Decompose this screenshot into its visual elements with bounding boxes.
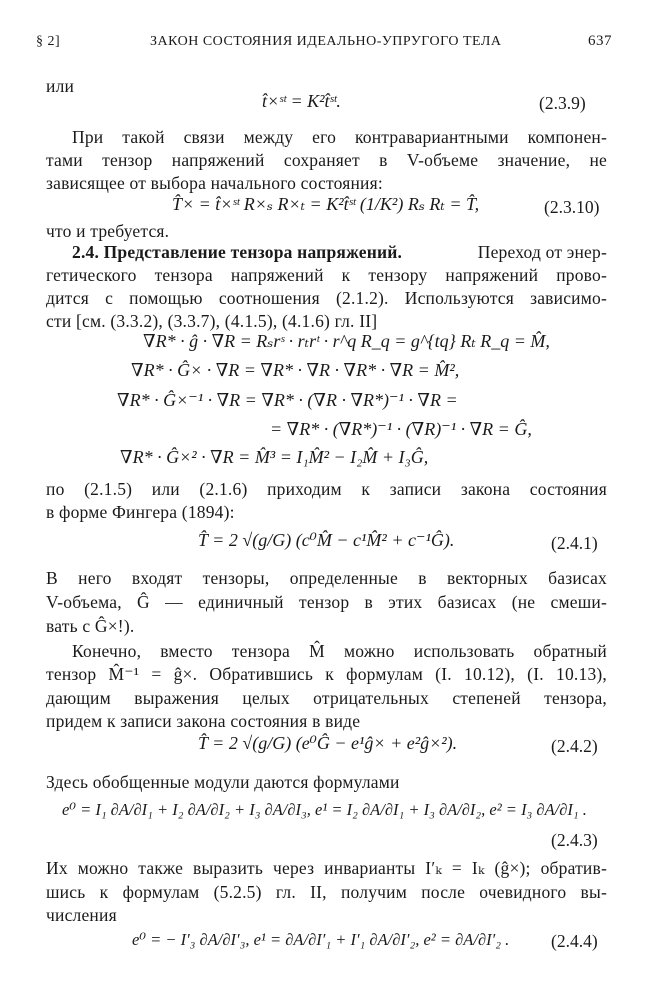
page-number: 637 [588, 33, 612, 49]
text-fragment: Переход от энер- [477, 242, 607, 262]
text-line: При такой связи между его контравариантными компонен- [72, 127, 607, 147]
text-line: сти [см. (3.3.2), (3.3.7), (4.1.5), (4.1.6) гл. II] [46, 311, 378, 331]
text-line: придем к записи закона состояния в виде [46, 711, 361, 731]
equation-number: (2.4.1) [551, 533, 598, 553]
equation-2-4-2 [198, 733, 457, 754]
text-line: В него входят тензоры, определенные в векторных базисах [46, 568, 607, 588]
text-line: гетического тензора напряжений к тензору напряжений прово- [46, 265, 607, 285]
equation-2-4-1 [198, 530, 454, 551]
equation-line: ∇R* · Ĝ×⁻¹ · ∇R = ∇R* · (∇R · ∇R*)⁻¹ · ∇R = [117, 390, 458, 410]
formula: T̂ = 2 √(g/G) (e⁰Ĝ − e¹ĝ× + e²ĝ×²). [198, 733, 458, 753]
formula: T̂× = t̂×ˢᵗ R×ₛ R×ₜ = K²t̂ˢᵗ (1/K²) Rₛ Rₜ = T̂, [172, 194, 480, 214]
formula: e⁰ = I₁ ∂A/∂I₁ + I₂ ∂A/∂I₂ + I₃ ∂A/∂I₃, e¹ = I₂ ∂A/∂I₁ + I₃ ∂A/∂I₂, e² = I₃ ∂A/∂I₁ . [62, 800, 587, 819]
text-line: в форме Фингера (1894): [46, 502, 235, 522]
equation-number: (2.3.10) [544, 197, 600, 217]
formula: t̂×ˢᵗ = K²t̂ˢᵗ. [262, 91, 341, 111]
equation-line: ∇R* · Ĝ×² · ∇R = M̂³ = I₁M̂² − I₂M̂ + I₃Ĝ, [120, 447, 429, 467]
equation-line: ∇R* · Ĝ× · ∇R = ∇R* · ∇R · ∇R* · ∇R = M̂², [131, 360, 460, 380]
equation-number: (2.3.9) [539, 93, 586, 113]
formula: e⁰ = − I′₃ ∂A/∂I′₃, e¹ = ∂A/∂I′₁ + I′₁ ∂A/∂I′₂, e² = ∂A/∂I′₂ . [132, 930, 510, 949]
text-line: шись к формулам (5.2.5) гл. II, получим после очевидного вы- [46, 882, 607, 902]
text-line: дится с помощью соотношения (2.1.2). Используются зависимо- [46, 288, 607, 308]
text-line: тами тензор напряжений сохраняет в V-объеме значение, не [46, 150, 607, 170]
equation-line: ∇R* · ĝ · ∇R = Rₛrˢ · rₜrᵗ · r^q R_q = g^{tq} Rₜ R_q = M̂, [143, 331, 550, 351]
section-heading: 2.4. Представление тензора напряжений. [72, 242, 403, 262]
text-line: тензор M̂⁻¹ = ĝ×. Обратившись к формулам (I. 10.12), (I. 10.13), [46, 664, 607, 684]
text-line: дающим выражения целых отрицательных степеней тензора, [46, 688, 607, 708]
text-line: вать с Ĝ×!). [46, 616, 135, 636]
section-heading-line [72, 242, 607, 263]
equation-2-3-9 [262, 91, 341, 112]
text-line: V-объема, Ĝ — единичный тензор в этих базисах (не смеши- [46, 592, 607, 612]
text-line: Конечно, вместо тензора M̂ можно использовать обратный [72, 641, 607, 661]
equation-2-4-3 [62, 800, 587, 820]
equation-number: (2.4.3) [551, 830, 598, 850]
equation-number: (2.4.2) [551, 736, 598, 756]
text-line: зависящее от выбора начального состояния: [46, 173, 383, 193]
text-line: по (2.1.5) или (2.1.6) приходим к записи закона состояния [46, 479, 607, 499]
text-line: числения [46, 905, 117, 925]
text-line: Здесь обобщенные модули даются формулами [46, 772, 400, 792]
text-line: что и требуется. [46, 221, 170, 241]
formula: T̂ = 2 √(g/G) (c⁰M̂ − c¹M̂² + c⁻¹Ĝ). [198, 530, 455, 550]
text-line: или [46, 76, 75, 96]
equation-2-4-4 [132, 930, 509, 950]
running-title: ЗАКОН СОСТОЯНИЯ ИДЕАЛЬНО-УПРУГОГО ТЕЛА [150, 34, 502, 49]
equation-line: = ∇R* · (∇R*)⁻¹ · (∇R)⁻¹ · ∇R = Ĝ, [270, 419, 532, 439]
section-marker: § 2] [36, 34, 61, 49]
text-line: Их можно также выразить через инварианты I′ₖ = Iₖ (ĝ×); обратив- [46, 858, 607, 878]
equation-number: (2.4.4) [551, 931, 598, 951]
equation-2-3-10 [172, 194, 479, 215]
